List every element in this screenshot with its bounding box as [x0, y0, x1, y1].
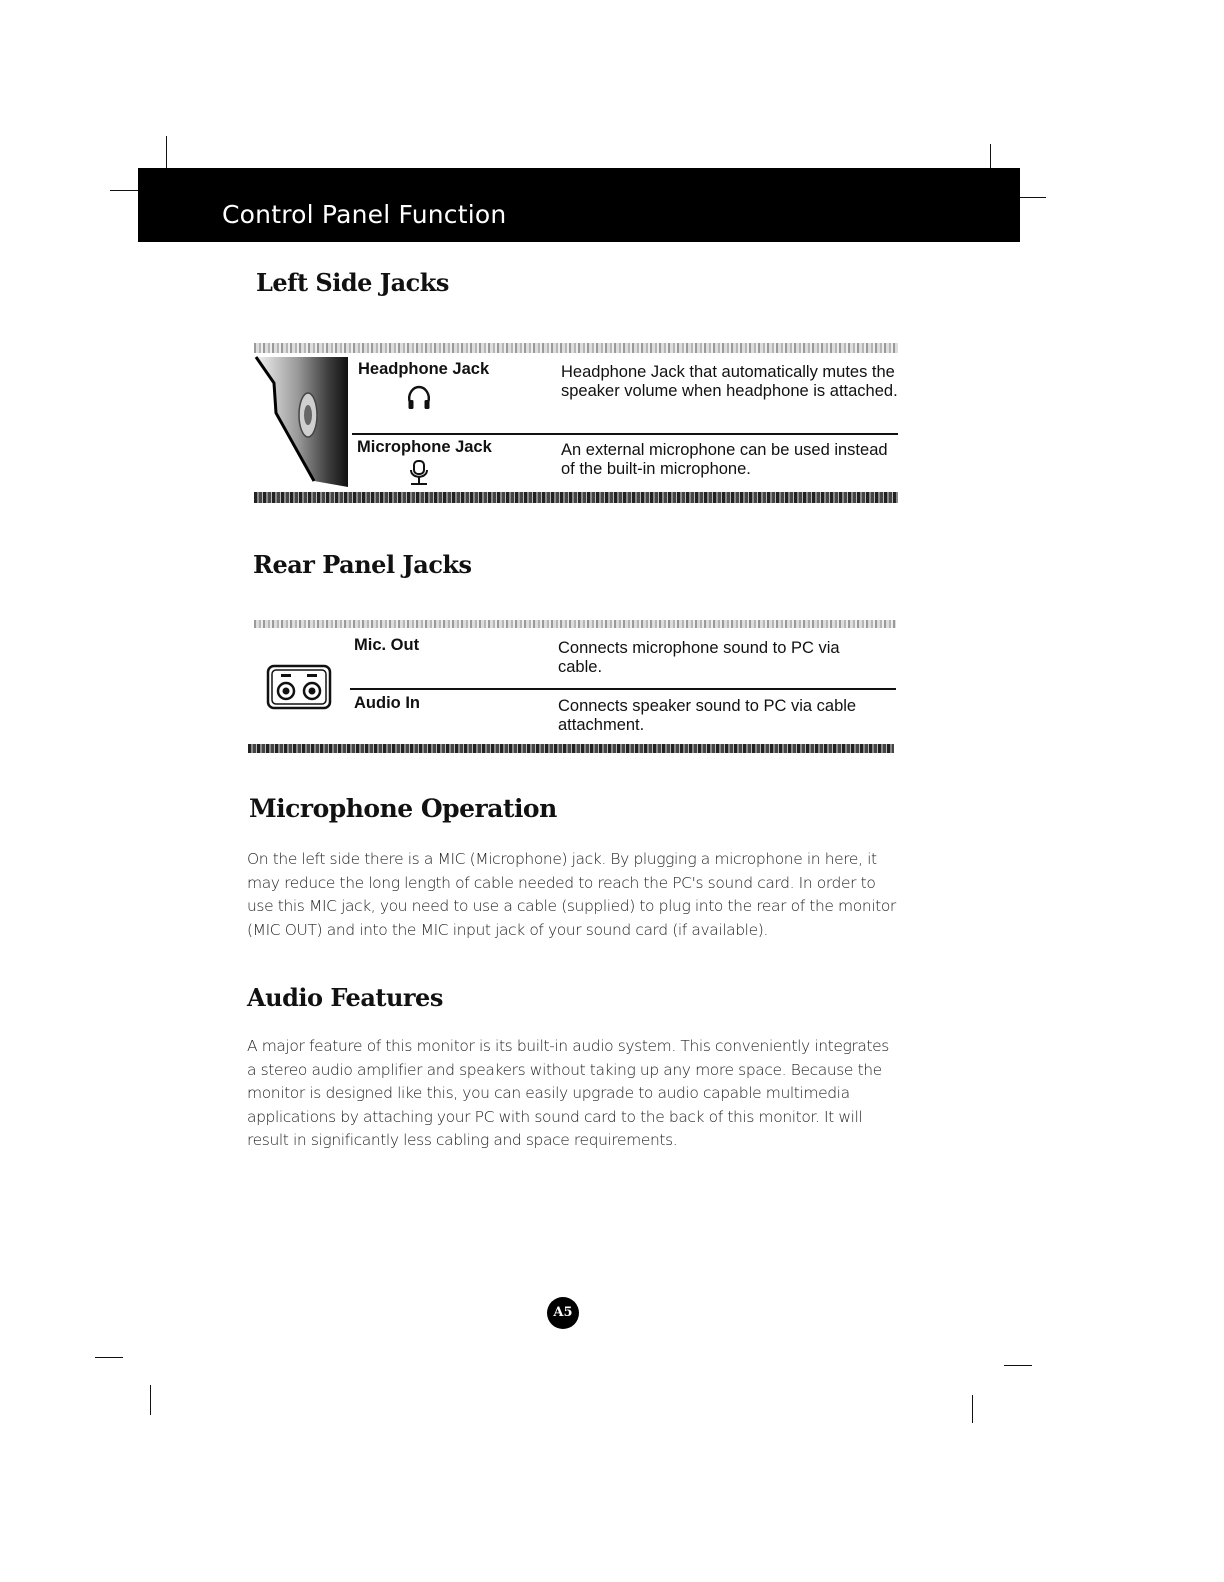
audio-in-label: Audio In: [354, 694, 420, 712]
microphone-operation-title: Microphone Operation: [249, 794, 557, 823]
crop-mark: [166, 136, 167, 168]
rear-jacks-icon: [266, 664, 332, 710]
page-title: Control Panel Function: [222, 200, 507, 229]
headphone-jack-description: Headphone Jack that automatically mutes the speaker volume when headphone is attached.: [561, 363, 898, 400]
crop-mark: [972, 1395, 973, 1423]
microphone-jack-label: Microphone Jack: [357, 438, 492, 456]
table-top-bar: [254, 620, 896, 628]
crop-mark: [110, 190, 138, 191]
crop-mark: [1020, 197, 1046, 198]
mic-out-label: Mic. Out: [354, 636, 420, 654]
left-side-jacks-title: Left Side Jacks: [256, 268, 449, 297]
crop-mark: [990, 144, 991, 170]
headphone-jack-label: Headphone Jack: [358, 360, 490, 378]
microphone-operation-body: On the left side there is a MIC (Microphone) jack. By plugging a microphone in here, it may reduce the long length of cable needed to reach the PC's sound card. In order to use this MIC jack, you need to use a cable (supplied) to plug into the rear of the monitor (MIC OUT) and into the MIC input jack of your sound card (if available).: [247, 850, 896, 939]
microphone-jack-description: An external microphone can be used instead of the built-in microphone.: [561, 441, 888, 478]
row-divider: [352, 433, 898, 435]
microphone-icon: [408, 460, 430, 486]
audio-in-description: Connects speaker sound to PC via cable attachment.: [558, 697, 857, 734]
audio-features-body: A major feature of this monitor is its built-in audio system. This conveniently integrates a stereo audio amplifier and speakers without taking up any more space. Because the monitor is designed like this, you can easily upgrade to audio capable multimedia applications by attaching your PC with sound card to the back of this monitor. It will result in significantly less cabling and space requirements.: [247, 1037, 889, 1149]
crop-mark: [95, 1357, 123, 1358]
crop-mark: [1004, 1365, 1032, 1366]
mic-out-description: Connects microphone sound to PC via cable.: [558, 639, 840, 676]
monitor-side-illustration: [254, 353, 350, 491]
rear-panel-jacks-title: Rear Panel Jacks: [253, 550, 472, 579]
table-bottom-bar: [248, 744, 894, 753]
crop-mark: [150, 1385, 151, 1415]
table-top-bar: [254, 343, 898, 353]
audio-features-title: Audio Features: [247, 983, 443, 1012]
page-number: A5: [547, 1297, 579, 1329]
table-bottom-bar: [254, 492, 898, 503]
row-divider: [350, 688, 896, 690]
headphone-icon: [405, 385, 433, 411]
